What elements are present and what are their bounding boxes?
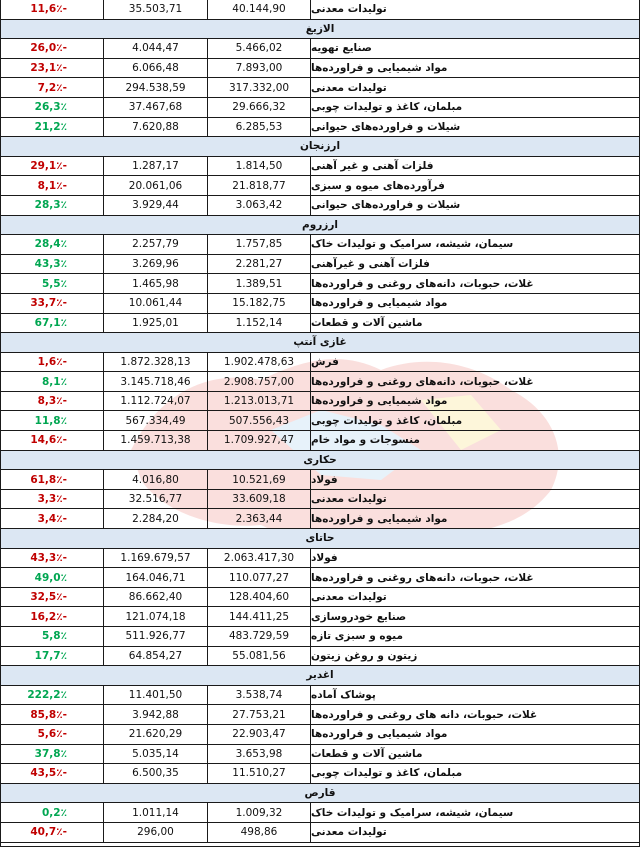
product-name: مواد شیمیایی و فراورده‌ها	[311, 297, 448, 310]
change-percent: 26,3٪	[1, 98, 104, 117]
table-row	[1, 431, 639, 451]
value-current: 35.503,71	[104, 0, 208, 19]
value-current: 10.061,44	[104, 294, 208, 313]
value-previous: 1.709.927,47	[208, 431, 311, 450]
product-name: تولیدات معدنی	[311, 493, 387, 506]
table-row	[1, 98, 639, 118]
change-percent: 21,2٪	[1, 118, 104, 137]
product-name: ماشین آلات و قطعات	[311, 316, 423, 329]
value-current: 7.620,88	[104, 118, 208, 137]
province-header-row	[1, 784, 639, 804]
province-name: ارزروم	[302, 218, 338, 231]
value-current: 567.334,49	[104, 411, 208, 430]
table-row	[1, 235, 639, 255]
value-previous: 33.609,18	[208, 490, 311, 509]
value-previous: 1.389,51	[208, 274, 311, 293]
table-row	[1, 470, 639, 490]
table-row	[1, 549, 639, 569]
table-row	[1, 607, 639, 627]
change-percent: 67,1٪	[1, 314, 104, 333]
value-current: 2.284,20	[104, 509, 208, 528]
value-previous: 1.757,85	[208, 235, 311, 254]
value-previous: 5.466,02	[208, 39, 311, 58]
province-header-row	[1, 451, 639, 471]
table-row	[1, 823, 639, 843]
table-row	[1, 274, 639, 294]
table-row	[1, 647, 639, 667]
value-current: 294.538,59	[104, 78, 208, 97]
change-percent: 5,5٪	[1, 274, 104, 293]
table-row	[1, 745, 639, 765]
table-row	[1, 255, 639, 275]
value-current: 1.459.713,38	[104, 431, 208, 450]
product-name: پوشاک آماده	[311, 689, 376, 702]
province-header-row	[1, 333, 639, 353]
value-current: 1.872.328,13	[104, 353, 208, 372]
product-name: غلات، حبوبات، دانه‌های روغنی و فراورده‌ها	[311, 375, 534, 388]
value-current: 5.035,14	[104, 745, 208, 764]
province-name: الازیغ	[305, 22, 335, 35]
product-name: ماشین آلات و قطعات	[311, 747, 423, 760]
value-current: 3.942,88	[104, 705, 208, 724]
value-previous: 1.152,14	[208, 314, 311, 333]
value-previous: 317.332,00	[208, 78, 311, 97]
value-current: 11.401,50	[104, 686, 208, 705]
change-percent: 37,8٪	[1, 745, 104, 764]
table-row	[1, 764, 639, 784]
province-header-row	[1, 137, 639, 157]
value-current: 6.500,35	[104, 764, 208, 783]
province-name: حاتای	[305, 532, 335, 545]
province-header-row	[1, 216, 639, 236]
value-previous: 22.903,47	[208, 725, 311, 744]
value-previous: 498,86	[208, 823, 311, 842]
province-name: قارص	[304, 787, 336, 800]
change-percent: 43,5٪-	[1, 764, 104, 783]
product-name: تولیدات معدنی	[311, 591, 387, 604]
change-percent: 0,2٪	[1, 803, 104, 822]
change-percent: 222,2٪	[1, 686, 104, 705]
value-current: 2.257,79	[104, 235, 208, 254]
value-previous: 1.902.478,63	[208, 353, 311, 372]
value-previous: 3.653,98	[208, 745, 311, 764]
table-row	[1, 353, 639, 373]
value-previous: 21.818,77	[208, 176, 311, 195]
change-percent: 8,3٪-	[1, 392, 104, 411]
table-row	[1, 176, 639, 196]
product-name: تولیدات معدنی	[311, 81, 387, 94]
change-percent: 32,5٪-	[1, 588, 104, 607]
value-current: 296,00	[104, 823, 208, 842]
product-name: غلات، حبوبات، دانه‌های روغنی و فراورده‌ها	[311, 571, 534, 584]
product-name: میوه و سبزی تازه	[311, 630, 403, 643]
table-row	[1, 803, 639, 823]
change-percent: 26,0٪-	[1, 39, 104, 58]
value-previous: 507.556,43	[208, 411, 311, 430]
product-name: صنایع تهویه	[311, 42, 372, 55]
province-header-row	[1, 20, 639, 40]
product-name: غلات، حبوبات، دانه‌های روغنی و فراورده‌ها	[311, 277, 534, 290]
table-row	[1, 686, 639, 706]
value-previous: 15.182,75	[208, 294, 311, 313]
value-current: 511.926,77	[104, 627, 208, 646]
product-name: منسوجات و مواد خام	[311, 434, 420, 447]
value-previous: 2.063.417,30	[208, 549, 311, 568]
value-current: 1.112.724,07	[104, 392, 208, 411]
province-name: اغدیر	[306, 669, 334, 682]
change-percent: 5,8٪	[1, 627, 104, 646]
change-percent: 8,1٪	[1, 372, 104, 391]
value-current: 121.074,18	[104, 607, 208, 626]
value-current: 3.929,44	[104, 196, 208, 215]
value-current: 4.044,47	[104, 39, 208, 58]
product-name: فولاد	[311, 551, 338, 564]
product-name: فولاد	[311, 473, 338, 486]
change-percent: 1,6٪-	[1, 353, 104, 372]
province-header-row	[1, 529, 639, 549]
product-name: فلزات آهنی و غیرآهنی	[311, 258, 430, 271]
table-row	[1, 294, 639, 314]
value-current: 86.662,40	[104, 588, 208, 607]
change-percent: 29,1٪-	[1, 157, 104, 176]
value-previous: 6.285,53	[208, 118, 311, 137]
value-current: 6.066,48	[104, 59, 208, 78]
value-previous: 2.908.757,00	[208, 372, 311, 391]
value-current: 20.061,06	[104, 176, 208, 195]
product-name: مبلمان، کاغذ و تولیدات چوبی	[311, 414, 463, 427]
change-percent: 3,4٪-	[1, 509, 104, 528]
table-row	[1, 78, 639, 98]
change-percent: 43,3٪	[1, 255, 104, 274]
value-current: 32.516,77	[104, 490, 208, 509]
product-name: صنایع خودروسازی	[311, 610, 407, 623]
table-row	[1, 314, 639, 334]
product-name: شیلات و فراورده‌های حیوانی	[311, 120, 461, 133]
province-name: ارزنجان	[299, 140, 341, 153]
value-previous: 10.521,69	[208, 470, 311, 489]
product-name: مبلمان، کاغذ و تولیدات چوبی	[311, 101, 463, 114]
value-previous: 1.814,50	[208, 157, 311, 176]
value-current: 3.145.718,46	[104, 372, 208, 391]
value-previous: 144.411,25	[208, 607, 311, 626]
change-percent: 5,6٪-	[1, 725, 104, 744]
table-row	[1, 509, 639, 529]
value-previous: 3.063,42	[208, 196, 311, 215]
value-current: 21.620,29	[104, 725, 208, 744]
table-row	[1, 705, 639, 725]
product-name: تولیدات معدنی	[311, 826, 387, 839]
change-percent: 61,8٪-	[1, 470, 104, 489]
change-percent: 28,3٪	[1, 196, 104, 215]
product-name: سیمان، شیشه، سرامیک و تولیدات خاک	[311, 238, 514, 251]
value-previous: 128.404,60	[208, 588, 311, 607]
product-name: غلات، حبوبات، دانه های روغنی و فراورده‌ها	[311, 708, 538, 721]
value-current: 37.467,68	[104, 98, 208, 117]
product-name: سیمان، شیشه، سرامیک و تولیدات خاک	[311, 806, 514, 819]
change-percent: 7,2٪-	[1, 78, 104, 97]
value-previous: 29.666,32	[208, 98, 311, 117]
table-row	[1, 490, 639, 510]
change-percent: 33,7٪-	[1, 294, 104, 313]
value-current: 4.016,80	[104, 470, 208, 489]
change-percent: 28,4٪	[1, 235, 104, 254]
table-row	[1, 725, 639, 745]
value-previous: 11.510,27	[208, 764, 311, 783]
product-name: زیتون و روغن زیتون	[311, 649, 418, 662]
product-name: مبلمان، کاغذ و تولیدات چوبی	[311, 767, 463, 780]
value-current: 1.287,17	[104, 157, 208, 176]
value-previous: 3.538,74	[208, 686, 311, 705]
change-percent: 16,2٪-	[1, 607, 104, 626]
value-previous: 7.893,00	[208, 59, 311, 78]
table-row	[1, 372, 639, 392]
table-row	[1, 39, 639, 59]
value-current: 164.046,71	[104, 568, 208, 587]
product-name: فلزات آهنی و غیر آهنی	[311, 160, 434, 173]
table-row	[1, 0, 639, 20]
change-percent: 3,3٪-	[1, 490, 104, 509]
value-previous: 27.753,21	[208, 705, 311, 724]
change-percent: 43,3٪-	[1, 549, 104, 568]
change-percent: 11,6٪-	[1, 0, 104, 19]
value-current: 1.169.679,57	[104, 549, 208, 568]
province-name: حکاری	[303, 453, 337, 466]
change-percent: 11,8٪	[1, 411, 104, 430]
change-percent: 17,7٪	[1, 647, 104, 666]
value-previous: 483.729,59	[208, 627, 311, 646]
table-row	[1, 627, 639, 647]
value-previous: 40.144,90	[208, 0, 311, 19]
product-name: مواد شیمیایی و فراورده‌ها	[311, 512, 448, 525]
change-percent: 40,7٪-	[1, 823, 104, 842]
value-previous: 55.081,56	[208, 647, 311, 666]
product-name: تولیدات معدنی	[311, 3, 387, 16]
change-percent: 85,8٪-	[1, 705, 104, 724]
product-name: فرآورده‌های میوه و سبزی	[311, 179, 445, 192]
value-current: 1.011,14	[104, 803, 208, 822]
product-name: شیلات و فراورده‌های حیوانی	[311, 199, 461, 212]
value-previous: 2.281,27	[208, 255, 311, 274]
value-previous: 1.009,32	[208, 803, 311, 822]
province-header-row	[1, 666, 639, 686]
change-percent: 49,0٪	[1, 568, 104, 587]
value-current: 1.925,01	[104, 314, 208, 333]
table-row	[1, 392, 639, 412]
value-previous: 110.077,27	[208, 568, 311, 587]
table-row	[1, 118, 639, 138]
product-name: مواد شیمیایی و فراورده‌ها	[311, 395, 448, 408]
change-percent: 14,6٪-	[1, 431, 104, 450]
product-name: مواد شیمیایی و فراورده‌ها	[311, 62, 448, 75]
product-name: مواد شیمیایی و فراورده‌ها	[311, 728, 448, 741]
change-percent: 8,1٪-	[1, 176, 104, 195]
value-previous: 1.213.013,71	[208, 392, 311, 411]
table-row	[1, 568, 639, 588]
value-current: 1.465,98	[104, 274, 208, 293]
table-row	[1, 59, 639, 79]
table-row	[1, 588, 639, 608]
province-name: غازی آنتپ	[293, 336, 347, 349]
table-row	[1, 411, 639, 431]
product-name: فرش	[311, 355, 339, 368]
table-row	[1, 157, 639, 177]
table-row	[1, 196, 639, 216]
value-current: 64.854,27	[104, 647, 208, 666]
value-current: 3.269,96	[104, 255, 208, 274]
change-percent: 23,1٪-	[1, 59, 104, 78]
value-previous: 2.363,44	[208, 509, 311, 528]
